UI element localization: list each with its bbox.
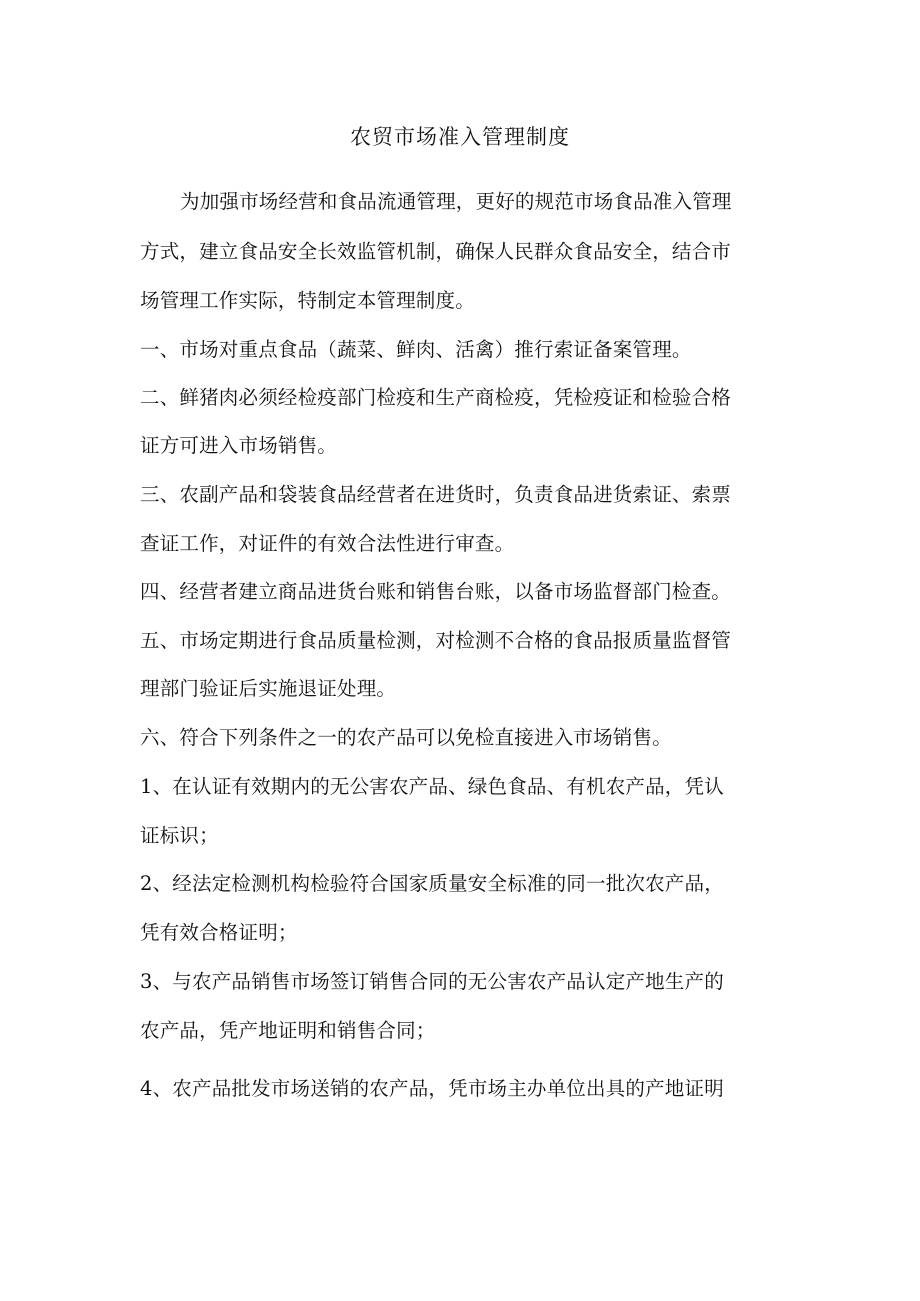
paragraph-line: 五、市场定期进行食品质量检测，对检测不合格的食品报质量监督管 — [140, 629, 732, 652]
paragraph-line: 证方可进入市场销售。 — [140, 434, 338, 457]
paragraph-line: 四、经营者建立商品进货台账和销售台账，以备市场监督部门检查。 — [140, 580, 732, 603]
paragraph-line: 查证工作，对证件的有效合法性进行审查。 — [140, 532, 515, 555]
paragraph-line: 六、符合下列条件之一的农产品可以免检直接进入市场销售。 — [140, 726, 672, 749]
paragraph-line: 三、农副产品和袋装食品经营者在进货时，负责食品进货索证、索票 — [140, 483, 732, 506]
paragraph-line: 凭有效合格证明； — [140, 921, 298, 944]
paragraph-line: 2、经法定检测机构检验符合国家质量安全标准的同一批次农产品， — [140, 872, 724, 895]
paragraph-line: 二、鲜猪肉必须经检疫部门检疫和生产商检疫，凭检疫证和检验合格 — [140, 386, 732, 409]
paragraph-line: 场管理工作实际，特制定本管理制度。 — [140, 289, 475, 312]
paragraph-line: 4、农产品批发市场送销的农产品，凭市场主办单位出具的产地证明 — [140, 1077, 724, 1100]
paragraph-line: 为加强市场经营和食品流通管理，更好的规范市场食品准入管理 — [180, 190, 732, 213]
document-title: 农贸市场准入管理制度 — [350, 125, 570, 149]
paragraph-line: 证标识； — [140, 824, 219, 847]
paragraph-line: 3、与农产品销售市场签订销售合同的无公害农产品认定产地生产的 — [140, 970, 724, 993]
paragraph-line: 农产品，凭产地证明和销售合同； — [140, 1019, 436, 1042]
paragraph-line: 1、在认证有效期内的无公害农产品、绿色食品、有机农产品，凭认 — [140, 775, 724, 798]
paragraph-line: 一、市场对重点食品（蔬菜、鲜肉、活禽）推行索证备案管理。 — [140, 338, 692, 361]
paragraph-line: 理部门验证后实施退证处理。 — [140, 677, 397, 700]
paragraph-line: 方式，建立食品安全长效监管机制，确保人民群众食品安全，结合市 — [140, 240, 732, 263]
